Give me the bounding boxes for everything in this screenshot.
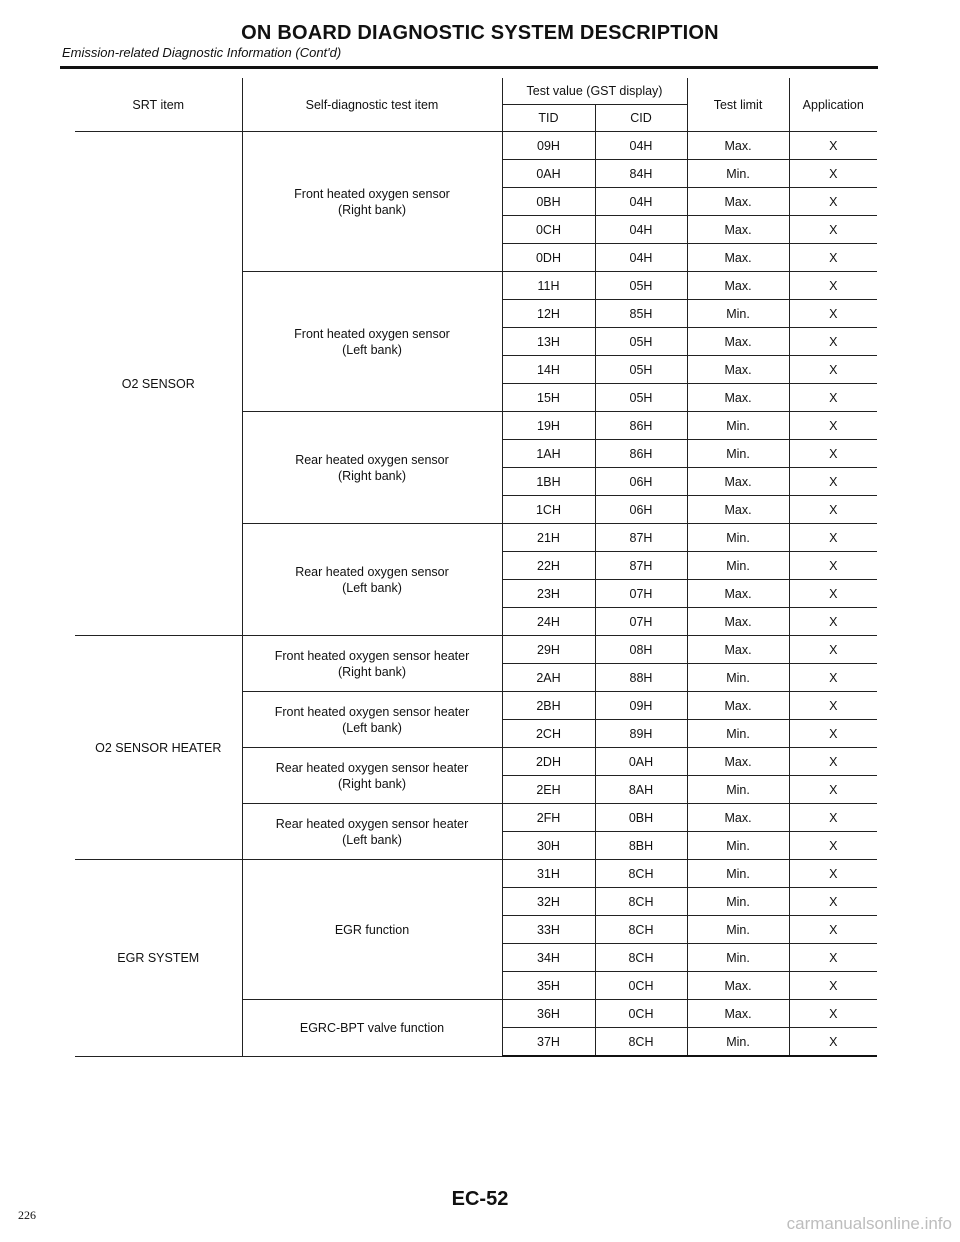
tid-cell: 19H — [502, 412, 595, 440]
cid-cell: 8AH — [595, 776, 687, 804]
test-limit-cell: Min. — [687, 720, 789, 748]
test-limit-cell: Min. — [687, 916, 789, 944]
item-name-line: Rear heated oxygen sensor — [295, 452, 449, 467]
tid-cell: 35H — [502, 972, 595, 1000]
cid-cell: 85H — [595, 300, 687, 328]
tid-cell: 2EH — [502, 776, 595, 804]
table-body — [75, 132, 877, 1057]
application-cell: X — [789, 692, 877, 720]
tid-cell: 2BH — [502, 692, 595, 720]
cid-cell: 8CH — [595, 860, 687, 888]
cid-cell: 88H — [595, 664, 687, 692]
item-name-line: EGRC-BPT valve function — [299, 1020, 445, 1035]
application-cell: X — [789, 160, 877, 188]
test-limit-cell: Min. — [687, 860, 789, 888]
application-cell: X — [789, 524, 877, 552]
tid-cell: 13H — [502, 328, 595, 356]
test-limit-cell: Min. — [687, 944, 789, 972]
tid-cell: 1CH — [502, 496, 595, 524]
application-cell: X — [789, 188, 877, 216]
test-limit-cell: Max. — [687, 804, 789, 832]
cid-cell: 89H — [595, 720, 687, 748]
tid-cell: 23H — [502, 580, 595, 608]
cid-cell: 84H — [595, 160, 687, 188]
cid-cell: 04H — [595, 132, 687, 160]
table-row — [75, 860, 877, 888]
cid-cell: 8CH — [595, 916, 687, 944]
application-cell: X — [789, 916, 877, 944]
tid-cell: 36H — [502, 1000, 595, 1028]
test-limit-cell: Min. — [687, 524, 789, 552]
cid-cell: 06H — [595, 496, 687, 524]
tid-cell: 12H — [502, 300, 595, 328]
self-diagnostic-item-cell — [242, 804, 502, 860]
cid-cell: 8CH — [595, 944, 687, 972]
cid-cell: 04H — [595, 188, 687, 216]
item-name-line: EGR function — [334, 922, 410, 937]
test-limit-cell: Min. — [687, 300, 789, 328]
tid-cell: 2CH — [502, 720, 595, 748]
cid-cell: 0AH — [595, 748, 687, 776]
tid-cell: 0CH — [502, 216, 595, 244]
self-diagnostic-item-cell — [242, 636, 502, 692]
self-diagnostic-item-cell — [242, 272, 502, 412]
application-cell: X — [789, 608, 877, 636]
cid-cell: 06H — [595, 468, 687, 496]
cid-cell: 87H — [595, 524, 687, 552]
test-limit-cell: Min. — [687, 888, 789, 916]
application-cell: X — [789, 552, 877, 580]
item-name-line: (Left bank) — [342, 720, 402, 735]
tid-cell: 0BH — [502, 188, 595, 216]
tid-cell: 2FH — [502, 804, 595, 832]
srt-item-cell: O2 SENSOR — [75, 132, 242, 636]
self-diagnostic-item-cell — [242, 132, 502, 272]
application-cell: X — [789, 384, 877, 412]
tid-cell: 24H — [502, 608, 595, 636]
table-row — [75, 636, 877, 664]
application-cell: X — [789, 496, 877, 524]
cid-cell: 07H — [595, 580, 687, 608]
tid-cell: 29H — [502, 636, 595, 664]
tid-cell: 0AH — [502, 160, 595, 188]
application-cell: X — [789, 356, 877, 384]
item-name-line: Front heated oxygen sensor — [294, 186, 450, 201]
item-name-line: Rear heated oxygen sensor — [295, 564, 449, 579]
test-limit-cell: Max. — [687, 636, 789, 664]
cid-cell: 05H — [595, 272, 687, 300]
test-limit-cell: Max. — [687, 748, 789, 776]
item-name-line: Rear heated oxygen sensor heater — [275, 816, 469, 831]
col-header-self-diagnostic-item: Self-diagnostic test item — [242, 78, 502, 132]
cid-cell: 08H — [595, 636, 687, 664]
cid-cell: 0CH — [595, 1000, 687, 1028]
cid-cell: 8BH — [595, 832, 687, 860]
test-limit-cell: Max. — [687, 132, 789, 160]
application-cell: X — [789, 944, 877, 972]
test-limit-cell: Min. — [687, 1028, 789, 1057]
cid-cell: 0CH — [595, 972, 687, 1000]
cid-cell: 05H — [595, 384, 687, 412]
application-cell: X — [789, 328, 877, 356]
application-cell: X — [789, 440, 877, 468]
application-cell: X — [789, 216, 877, 244]
item-name-line: Front heated oxygen sensor — [294, 326, 450, 341]
item-name-line: Front heated oxygen sensor heater — [274, 704, 470, 719]
item-name-line: (Left bank) — [342, 342, 402, 357]
tid-cell: 22H — [502, 552, 595, 580]
tid-cell: 14H — [502, 356, 595, 384]
tid-cell: 15H — [502, 384, 595, 412]
test-limit-cell: Max. — [687, 692, 789, 720]
tid-cell: 37H — [502, 1028, 595, 1057]
test-limit-cell: Min. — [687, 160, 789, 188]
self-diagnostic-item-cell — [242, 692, 502, 748]
tid-cell: 2DH — [502, 748, 595, 776]
col-header-tid: TID — [502, 105, 595, 132]
tid-cell: 31H — [502, 860, 595, 888]
application-cell: X — [789, 1028, 877, 1057]
application-cell: X — [789, 748, 877, 776]
tid-cell: 1AH — [502, 440, 595, 468]
application-cell: X — [789, 720, 877, 748]
test-limit-cell: Max. — [687, 972, 789, 1000]
application-cell: X — [789, 132, 877, 160]
watermark: carmanualsonline.info — [786, 1214, 952, 1233]
test-limit-cell: Max. — [687, 1000, 789, 1028]
tid-cell: 1BH — [502, 468, 595, 496]
tid-cell: 32H — [502, 888, 595, 916]
application-cell: X — [789, 272, 877, 300]
folio-number: 226 — [18, 1208, 36, 1222]
cid-cell: 09H — [595, 692, 687, 720]
test-limit-cell: Min. — [687, 552, 789, 580]
cid-cell: 05H — [595, 328, 687, 356]
application-cell: X — [789, 1000, 877, 1028]
application-cell: X — [789, 468, 877, 496]
cid-cell: 0BH — [595, 804, 687, 832]
self-diagnostic-item-cell — [242, 1000, 502, 1057]
col-header-application: Application — [789, 78, 877, 132]
cid-cell: 04H — [595, 216, 687, 244]
item-name-line: (Right bank) — [337, 664, 407, 679]
page-subtitle: Emission-related Diagnostic Information (Cont'd) — [62, 45, 342, 60]
test-limit-cell: Max. — [687, 608, 789, 636]
application-cell: X — [789, 244, 877, 272]
item-name-line: (Right bank) — [337, 202, 407, 217]
test-limit-cell: Min. — [687, 664, 789, 692]
test-limit-cell: Max. — [687, 216, 789, 244]
item-name-line: (Right bank) — [337, 468, 407, 483]
application-cell: X — [789, 776, 877, 804]
tid-cell: 21H — [502, 524, 595, 552]
test-limit-cell: Max. — [687, 188, 789, 216]
test-limit-cell: Max. — [687, 272, 789, 300]
test-limit-cell: Min. — [687, 440, 789, 468]
cid-cell: 05H — [595, 356, 687, 384]
test-limit-cell: Max. — [687, 496, 789, 524]
cid-cell: 8CH — [595, 888, 687, 916]
tid-cell: 34H — [502, 944, 595, 972]
application-cell: X — [789, 860, 877, 888]
col-header-cid: CID — [595, 105, 687, 132]
cid-cell: 8CH — [595, 1028, 687, 1057]
srt-item-cell: EGR SYSTEM — [75, 860, 242, 1057]
cid-cell: 86H — [595, 412, 687, 440]
application-cell: X — [789, 412, 877, 440]
tid-cell: 2AH — [502, 664, 595, 692]
tid-cell: 09H — [502, 132, 595, 160]
test-limit-cell: Min. — [687, 832, 789, 860]
page-title: ON BOARD DIAGNOSTIC SYSTEM DESCRIPTION — [241, 22, 719, 44]
test-limit-cell: Max. — [687, 356, 789, 384]
tid-cell: 30H — [502, 832, 595, 860]
item-name-line: (Left bank) — [342, 832, 402, 847]
title-rule — [60, 66, 878, 69]
table-row — [75, 132, 877, 160]
item-name-line: (Left bank) — [342, 580, 402, 595]
cid-cell: 07H — [595, 608, 687, 636]
col-header-test-value: Test value (GST display) — [502, 78, 687, 105]
test-limit-cell: Max. — [687, 384, 789, 412]
page-number: EC-52 — [451, 1188, 509, 1210]
self-diagnostic-item-cell — [242, 524, 502, 636]
application-cell: X — [789, 300, 877, 328]
cid-cell: 04H — [595, 244, 687, 272]
application-cell: X — [789, 664, 877, 692]
test-limit-cell: Max. — [687, 244, 789, 272]
test-limit-cell: Min. — [687, 776, 789, 804]
col-header-srt-item: SRT item — [75, 78, 242, 132]
test-limit-cell: Max. — [687, 328, 789, 356]
item-name-line: Front heated oxygen sensor heater — [274, 648, 470, 663]
application-cell: X — [789, 580, 877, 608]
self-diagnostic-item-cell — [242, 860, 502, 1000]
tid-cell: 33H — [502, 916, 595, 944]
cid-cell: 87H — [595, 552, 687, 580]
application-cell: X — [789, 636, 877, 664]
application-cell: X — [789, 888, 877, 916]
cid-cell: 86H — [595, 440, 687, 468]
item-name-line: (Right bank) — [337, 776, 407, 791]
application-cell: X — [789, 804, 877, 832]
tid-cell: 11H — [502, 272, 595, 300]
tid-cell: 0DH — [502, 244, 595, 272]
diagnostic-table — [75, 78, 877, 1057]
test-limit-cell: Min. — [687, 412, 789, 440]
test-limit-cell: Max. — [687, 580, 789, 608]
table-header — [75, 78, 877, 132]
test-limit-cell: Max. — [687, 468, 789, 496]
col-header-test-limit: Test limit — [687, 78, 789, 132]
self-diagnostic-item-cell — [242, 412, 502, 524]
srt-item-cell: O2 SENSOR HEATER — [75, 636, 242, 860]
application-cell: X — [789, 832, 877, 860]
application-cell: X — [789, 972, 877, 1000]
item-name-line: Rear heated oxygen sensor heater — [275, 760, 469, 775]
self-diagnostic-item-cell — [242, 748, 502, 804]
